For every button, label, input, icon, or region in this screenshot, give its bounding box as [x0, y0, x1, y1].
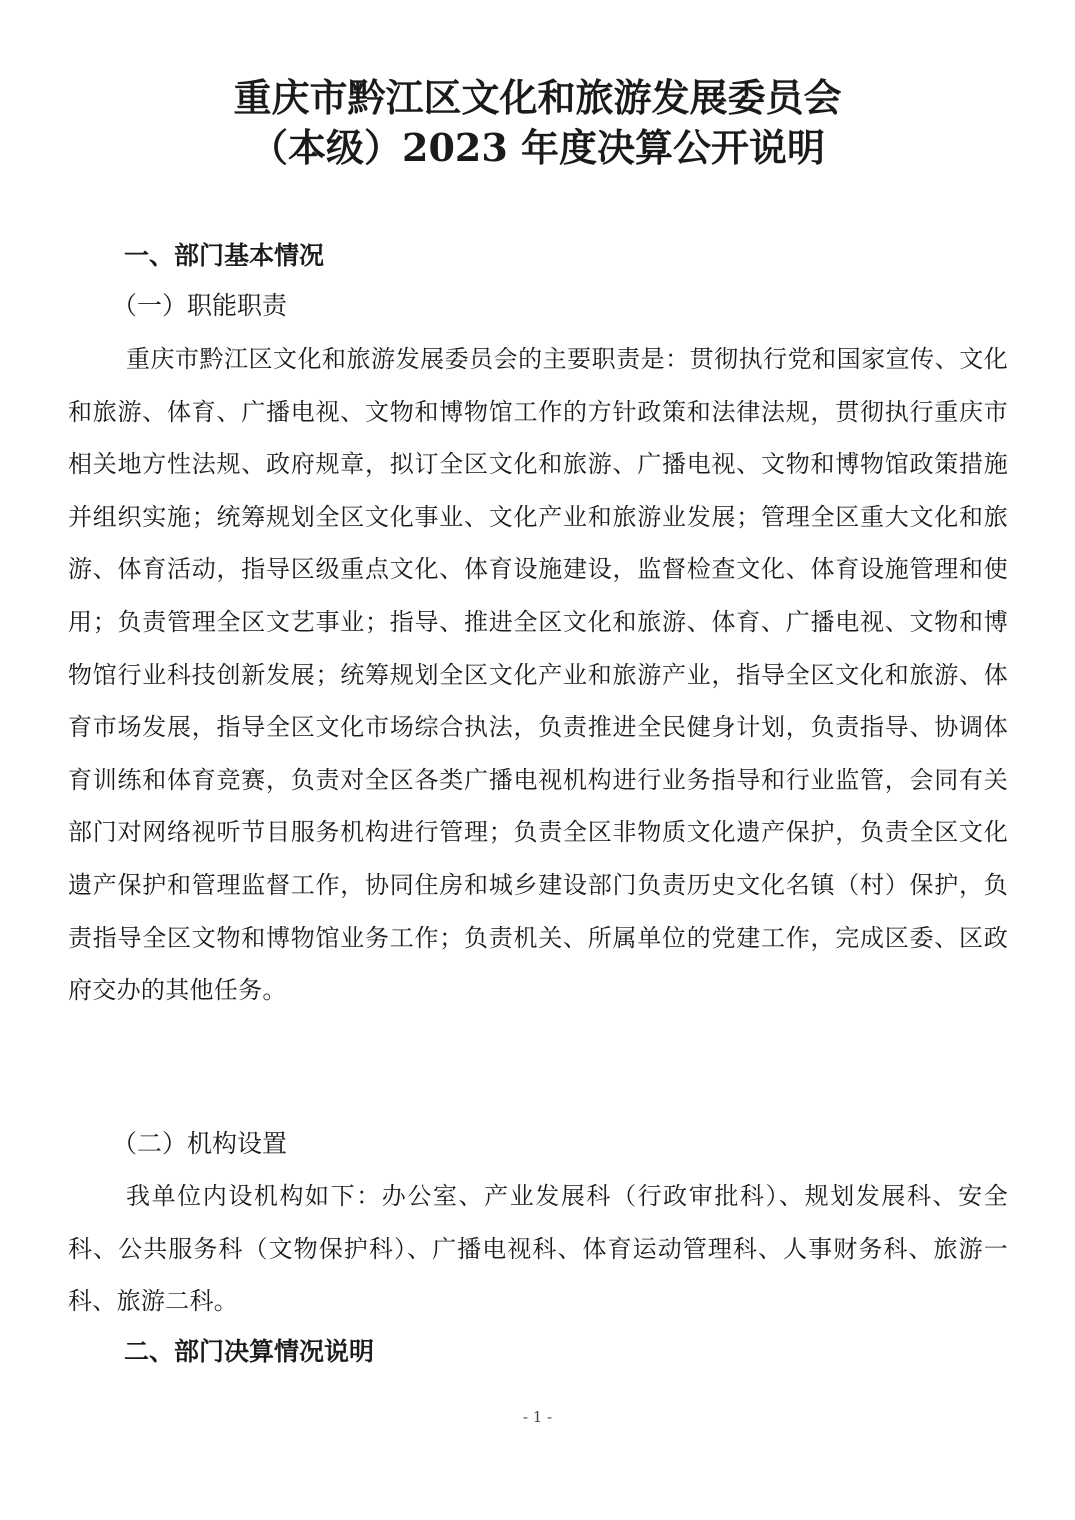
paragraph-functions: 重庆市黔江区文化和旅游发展委员会的主要职责是：贯彻执行党和国家宣传、文化和旅游、体育、广播电视、文物和博物馆工作的方针政策和法律法规，贯彻执行重庆市相关地方性法规、政府规章，拟订全区文化和旅游、广播电视、文物和博物馆政策措施并组织实施；统筹规划全区文化事业、文化产业和旅游业发展；管理全区重大文化和旅游、体育活动，指导区级重点文化、体育设施建设，监督检查文化、体育设施管理和使用；负责管理全区文艺事业；指导、推进全区文化和旅游、体育、广播电视、文物和博物馆行业科技创新发展；统筹规划全区文化产业和旅游产业，指导全区文化和旅游、体育市场发展，指导全区文化市场综合执法，负责推进全民健身计划，负责指导、协调体育训练和体育竞赛，负责对全区各类广播电视机构进行业务指导和行业监管，会同有关部门对网络视听节目服务机构进行管理；负责全区非物质文化遗产保护，负责全区文化遗产保护和管理监督工作，协同住房和城乡建设部门负责历史文化名镇（村）保护，负责指导全区文物和博物馆业务工作；负责机关、所属单位的党建工作，完成区委、区政府交办的其他任务。 — [68, 345, 1008, 1005]
document-title-line2: （本级）2023 年度决算公开说明 — [250, 125, 825, 170]
document-title-line1: 重庆市黔江区文化和旅游发展委员会 — [233, 75, 842, 120]
paragraph-organization: 我单位内设机构如下：办公室、产业发展科（行政审批科）、规划发展科、安全科、公共服务科（文物保护科）、广播电视科、体育运动管理科、人事财务科、旅游一科、旅游二科。 — [68, 1182, 1008, 1316]
page-number: - 1 - — [522, 1408, 553, 1426]
subsection-heading-organization: （二）机构设置 — [112, 1129, 288, 1158]
subsection-heading-functions: （一）职能职责 — [112, 291, 288, 320]
section-heading-final-accounts: 二、部门决算情况说明 — [124, 1337, 375, 1366]
section-heading-basic-info: 一、部门基本情况 — [124, 241, 325, 270]
